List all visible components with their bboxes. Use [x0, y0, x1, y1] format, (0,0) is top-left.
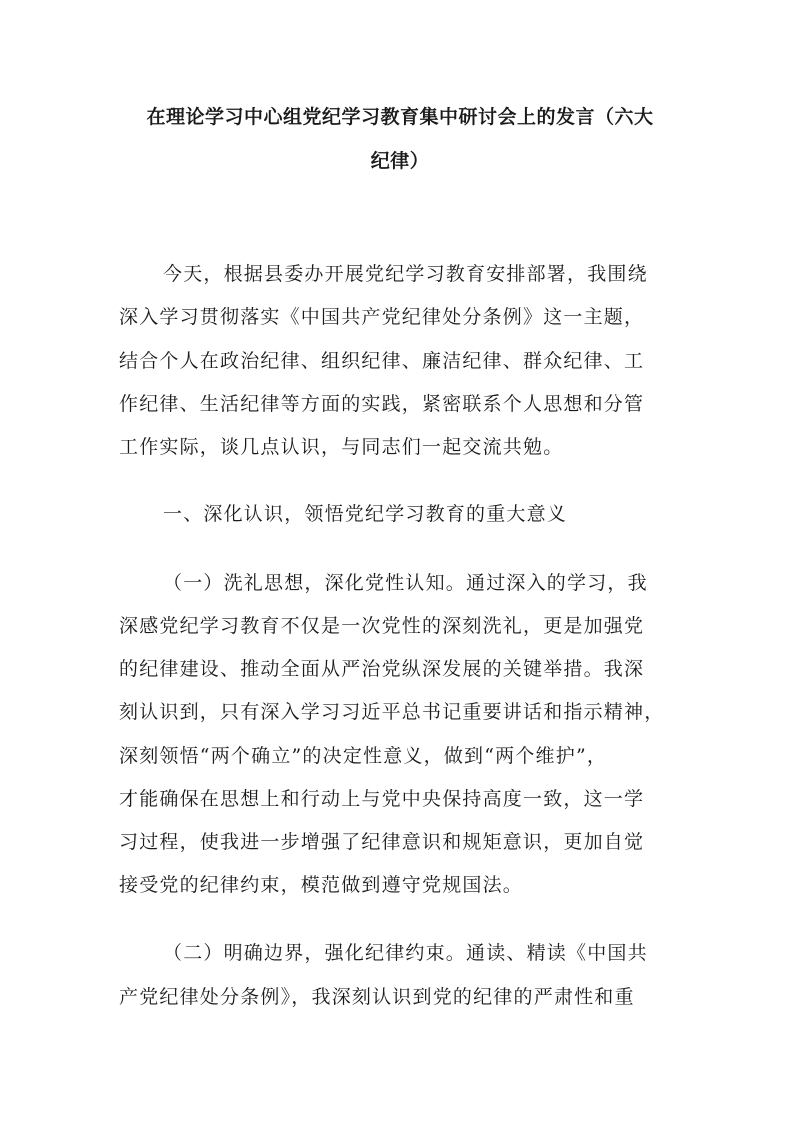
- text-line: 才能确保在思想上和行动上与党中央保持高度一致，这一学: [119, 788, 645, 810]
- text-line: 深感党纪学习教育不仅是一次党性的深刻洗礼，更是加强党: [119, 615, 645, 637]
- text-line: 的纪律建设、推动全面从严治党纵深发展的关键举措。我深: [119, 658, 645, 680]
- text-line: （一）洗礼思想，深化党性认知。通过深入的学习，我: [163, 572, 648, 594]
- text-line: 接受党的纪律约束，模范做到遵守党规国法。: [119, 874, 524, 896]
- document-title-line-2: 纪律）: [370, 150, 430, 172]
- text-line: 习过程，使我进一步增强了纪律意识和规矩意识，更加自觉: [119, 831, 645, 853]
- text-line: （二）明确边界，强化纪律约束。通读、精读《中国共: [163, 942, 648, 964]
- text-line: 深刻领悟“两个确立”的决定性意义，做到“两个维护”，: [119, 745, 608, 767]
- text-line: 刻认识到，只有深入学习习近平总书记重要讲话和指示精神，: [119, 701, 665, 723]
- section-heading-text: 一、深化认识，领悟党纪学习教育的重大意义: [163, 503, 568, 525]
- text-line: 深入学习贯彻落实《中国共产党纪律处分条例》这一主题，: [119, 306, 645, 328]
- text-line: 结合个人在政治纪律、组织纪律、廉洁纪律、群众纪律、工: [119, 350, 645, 372]
- text-line: 产党纪律处分条例》，我深刻认识到党的纪律的严肃性和重: [119, 986, 635, 1008]
- text-line: 今天，根据县委办开展党纪学习教育安排部署，我围绕: [163, 263, 648, 285]
- document-title-line-1: 在理论学习中心组党纪学习教育集中研讨会上的发言（六大: [146, 106, 654, 128]
- text-line: 作纪律、生活纪律等方面的实践，紧密联系个人思想和分管: [119, 393, 645, 415]
- text-line: 工作实际，谈几点认识，与同志们一起交流共勉。: [119, 436, 564, 458]
